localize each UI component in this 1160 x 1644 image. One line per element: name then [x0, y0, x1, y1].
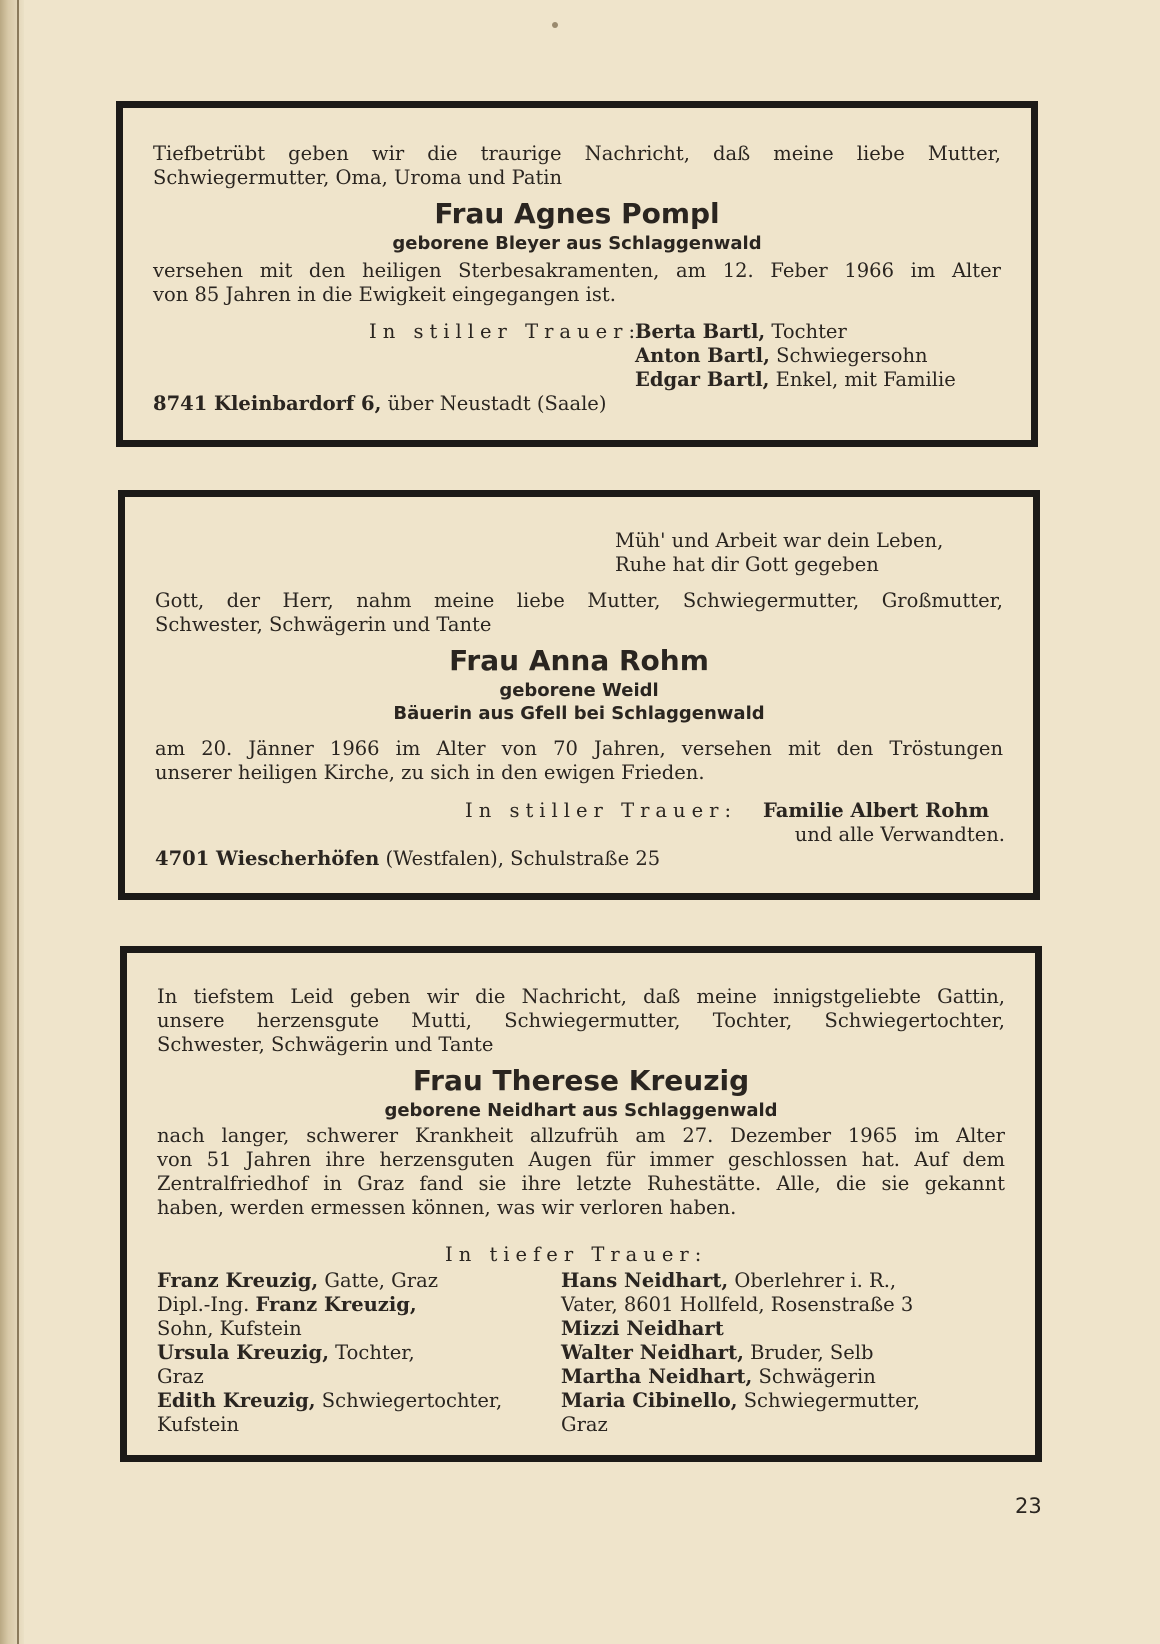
mourner-line: Walter Neidhart, Bruder, Selb [561, 1341, 874, 1364]
body-line-2: unserer heiligen Kirche, zu sich in den ewigen Frieden. [155, 761, 705, 784]
deceased-name: Frau Agnes Pompl [434, 197, 720, 230]
mourner-line: Dipl.-Ing. Franz Kreuzig, [157, 1293, 417, 1316]
mourning-label: In stiller Trauer: [465, 799, 738, 822]
gutter-line [17, 0, 19, 1644]
intro-line-3: Schwester, Schwägerin und Tante [157, 1033, 494, 1056]
mourner-family: Familie Albert Rohm [763, 799, 990, 822]
mourner-line: Vater, 8601 Hollfeld, Rosenstraße 3 [561, 1293, 914, 1316]
mourning-label: In tiefer Trauer: [445, 1243, 708, 1266]
mourner-1: Berta Bartl, Tochter [635, 320, 847, 343]
mourner-3: Edgar Bartl, Enkel, mit Familie [635, 368, 956, 391]
body-line-1: am 20. Jänner 1966 im Alter von 70 Jahren, versehen mit den Tröstungen [155, 737, 1003, 760]
body-line-2: von 51 Jahren ihre herzensguten Augen für immer geschlossen hat. Auf dem [157, 1148, 1005, 1171]
mourner-line: Maria Cibinello, Schwiegermutter, [561, 1389, 920, 1412]
mourner-line: Graz [157, 1365, 204, 1388]
mourner-line: Ursula Kreuzig, Tochter, [157, 1341, 415, 1364]
body-line-2: von 85 Jahren in die Ewigkeit eingegangen ist. [153, 283, 616, 306]
birth-name: geborene Neidhart aus Schlaggenwald [384, 1100, 778, 1121]
intro-line-2: unsere herzensgute Mutti, Schwiegermutter, Tochter, Schwiegertochter, [157, 1009, 1005, 1032]
body-line-1: versehen mit den heiligen Sterbesakramenten, am 12. Feber 1966 im Alter [153, 259, 1001, 282]
mourner-line: Hans Neidhart, Oberlehrer i. R., [561, 1269, 897, 1292]
mourner-line: Mizzi Neidhart [561, 1317, 724, 1340]
birth-name: geborene Weidl [499, 680, 659, 701]
body-line-1: nach langer, schwerer Krankheit allzufrüh am 27. Dezember 1965 im Alter [157, 1124, 1005, 1147]
birth-name: geborene Bleyer aus Schlaggenwald [392, 233, 762, 254]
page-gutter [0, 0, 24, 1644]
mourner-2: Anton Bartl, Schwiegersohn [635, 344, 928, 367]
mourner-line: Graz [561, 1413, 608, 1436]
mourner-line: Edith Kreuzig, Schwiegertochter, [157, 1389, 503, 1412]
mourning-label: In stiller Trauer: [369, 320, 642, 343]
intro-line-1: In tiefstem Leid geben wir die Nachricht, daß meine innigstgeliebte Gattin, [157, 985, 1005, 1008]
deceased-name: Frau Therese Kreuzig [412, 1064, 750, 1097]
mourners-right-column [561, 1269, 920, 1437]
address: 4701 Wiescherhöfen (Westfalen), Schulstraße 25 [155, 847, 661, 870]
intro-line-2: Schwiegermutter, Oma, Uroma und Patin [153, 166, 563, 189]
mourner-line: Franz Kreuzig, Gatte, Graz [157, 1269, 438, 1292]
obituary-notice-pompl [116, 101, 1038, 447]
page-number: 23 [1015, 1494, 1042, 1518]
mourners-left-column [157, 1269, 502, 1437]
ink-speck [552, 22, 558, 28]
motto-line-2: Ruhe hat dir Gott gegeben [615, 553, 879, 576]
motto [615, 529, 1005, 577]
occupation: Bäuerin aus Gfell bei Schlaggenwald [393, 703, 765, 724]
deceased-name: Frau Anna Rohm [449, 644, 709, 677]
intro-line-2: Schwester, Schwägerin und Tante [155, 613, 492, 636]
mourner-line: Martha Neidhart, Schwägerin [561, 1365, 876, 1388]
intro-line-1: Tiefbetrübt geben wir die traurige Nachricht, daß meine liebe Mutter, [153, 142, 1001, 165]
mourner-line: Kufstein [157, 1413, 240, 1436]
body-line-3: Zentralfriedhof in Graz fand sie ihre letzte Ruhestätte. Alle, die sie gekannt [157, 1172, 1005, 1195]
intro-line-1: Gott, der Herr, nahm meine liebe Mutter, Schwiegermutter, Großmutter, [155, 589, 1003, 612]
obituary-notice-kreuzig [120, 946, 1042, 1462]
mourner-line: Sohn, Kufstein [157, 1317, 302, 1340]
motto-line-1: Müh' und Arbeit war dein Leben, [615, 529, 944, 552]
obituary-notice-rohm [118, 490, 1040, 900]
mourner-relatives: und alle Verwandten. [794, 823, 1005, 846]
body-line-4: haben, werden ermessen können, was wir verloren haben. [157, 1196, 737, 1219]
address: 8741 Kleinbardorf 6, über Neustadt (Saale) [153, 392, 607, 415]
